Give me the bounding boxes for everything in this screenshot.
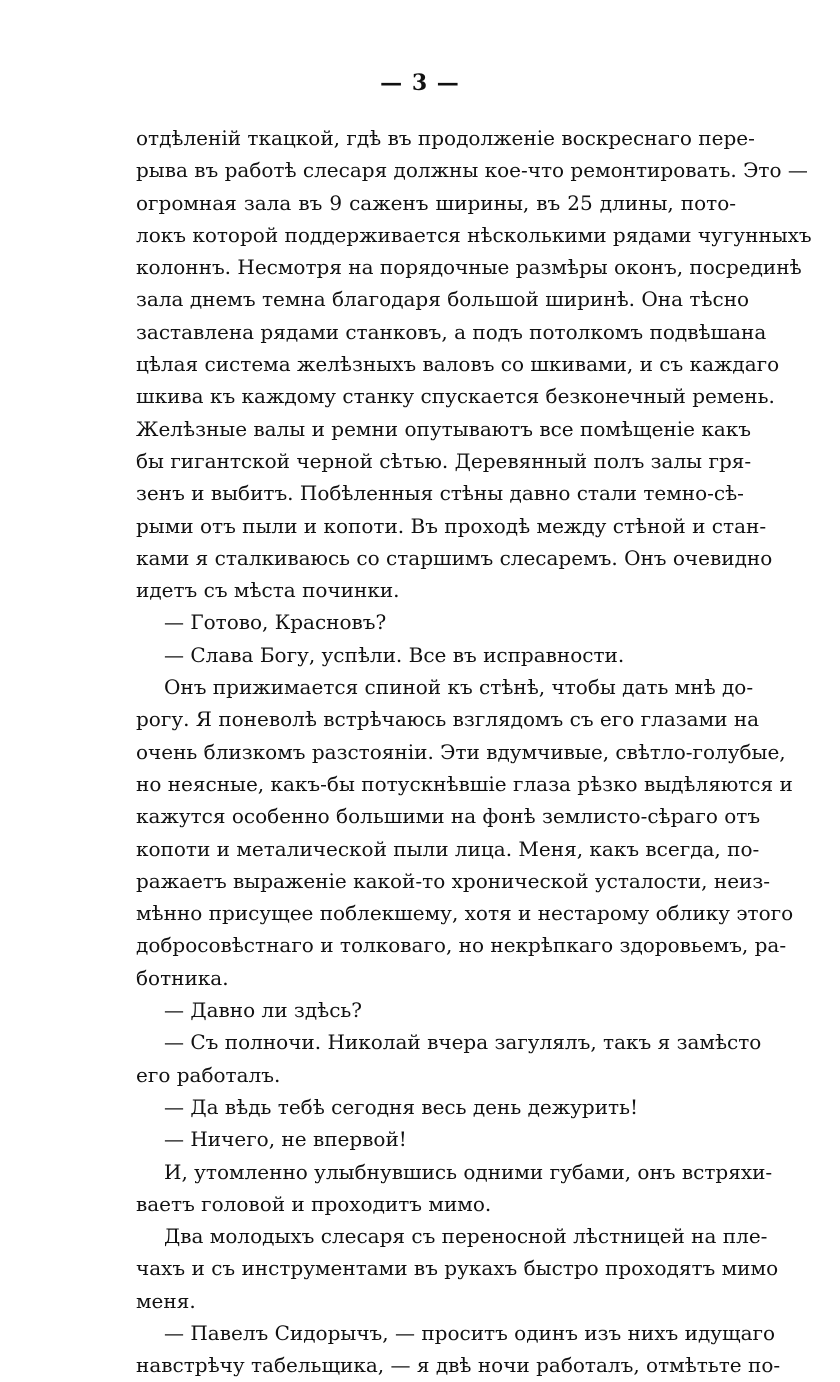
text-line: зала днемъ темна благодаря большой ширинѣ. Она тѣсно — [136, 287, 750, 312]
text-line: добросовѣстнаго и толковаго, но некрѣпкаго здоровьемъ, ра- — [136, 933, 787, 958]
text-line: зенъ и выбитъ. Побѣленныя стѣны давно стали темно-сѣ- — [136, 481, 744, 506]
text-line: отдѣленій ткацкой, гдѣ въ продолженіе воскреснаго пере- — [136, 126, 755, 150]
text-line: рыми отъ пыли и копоти. Въ проходѣ между стѣной и стан- — [136, 513, 767, 538]
text-line: И, утомленно улыбнувшись одними губами, онъ встряхи- — [164, 1159, 773, 1184]
text-line: ваетъ головой и проходитъ мимо. — [136, 1191, 492, 1216]
text-line: цѣлая система желѣзныхъ валовъ со шкивами, и съ каждаго — [136, 352, 780, 377]
text-line: меня. — [136, 1288, 196, 1313]
text-line: Желѣзные валы и ремни опутываютъ все помѣщеніе какъ — [136, 416, 751, 441]
text-line: рыва въ работѣ слесаря должны кое-что ремонтировать. Это — — [136, 158, 808, 183]
text-line: идетъ съ мѣста починки. — [136, 578, 400, 603]
text-line: огромная зала въ 9 саженъ ширины, въ 25 длины, пото- — [136, 190, 736, 215]
text-line: — Да вѣдь тебѣ сегодня весь день дежурить! — [164, 1094, 639, 1119]
text-line: мѣнно присущее поблекшему, хотя и нестарому облику этого — [136, 901, 794, 926]
text-line: — Павелъ Сидорычъ, — проситъ одинъ изъ нихъ идущаго — [164, 1320, 776, 1345]
text-line: — Ничего, не впервой! — [164, 1127, 407, 1152]
text-line: его работалъ. — [136, 1062, 281, 1087]
text-line: чахъ и съ инструментами въ рукахъ быстро проходятъ мимо — [136, 1256, 779, 1281]
text-line: Онъ прижимается спиной къ стѣнѣ, чтобы дать мнѣ до- — [164, 675, 754, 700]
text-line: навстрѣчу табельщика, — я двѣ ночи работалъ, отмѣтьте по- — [136, 1353, 781, 1378]
text-line: колоннъ. Несмотря на порядочные размѣры оконъ, посрединѣ — [136, 255, 802, 280]
text-line: — Готово, Красновъ? — [164, 610, 387, 635]
page-number: — 3 — — [380, 70, 460, 96]
text-line: но неясные, какъ-бы потускнѣвшіе глаза рѣзко выдѣляются и — [136, 771, 793, 796]
body-text — [136, 122, 812, 1382]
text-line: кажутся особенно большими на фонѣ землисто-сѣраго отъ — [136, 804, 761, 829]
text-line: очень близкомъ разстояніи. Эти вдумчивые, свѣтло-голубые, — [136, 739, 786, 764]
text-line: — Съ полночи. Николай вчера загулялъ, такъ я замѣсто — [164, 1030, 762, 1055]
text-line: — Давно ли здѣсь? — [164, 998, 363, 1023]
text-line: бы гигантской черной сѣтью. Деревянный полъ залы гря- — [136, 448, 752, 473]
text-line: ражаетъ выраженіе какой-то хронической усталости, неиз- — [136, 868, 771, 893]
text-line: ботника. — [136, 965, 229, 990]
text-line: шкива къ каждому станку спускается безконечный ремень. — [136, 384, 775, 409]
text-line: ками я сталкиваюсь со старшимъ слесаремъ. Онъ очевидно — [136, 545, 773, 570]
text-line: заставлена рядами станковъ, а подъ потолкомъ подвѣшана — [136, 319, 767, 344]
text-line: локъ которой поддерживается нѣсколькими рядами чугунныхъ — [136, 222, 812, 247]
text-line: Два молодыхъ слесаря съ переносной лѣстницей на пле- — [164, 1224, 768, 1249]
text-line: копоти и металической пыли лица. Меня, какъ всегда, по- — [136, 836, 760, 861]
text-line: — Слава Богу, успѣли. Все въ исправности. — [164, 642, 625, 667]
text-line: рогу. Я поневолѣ встрѣчаюсь взглядомъ съ его глазами на — [136, 707, 760, 732]
